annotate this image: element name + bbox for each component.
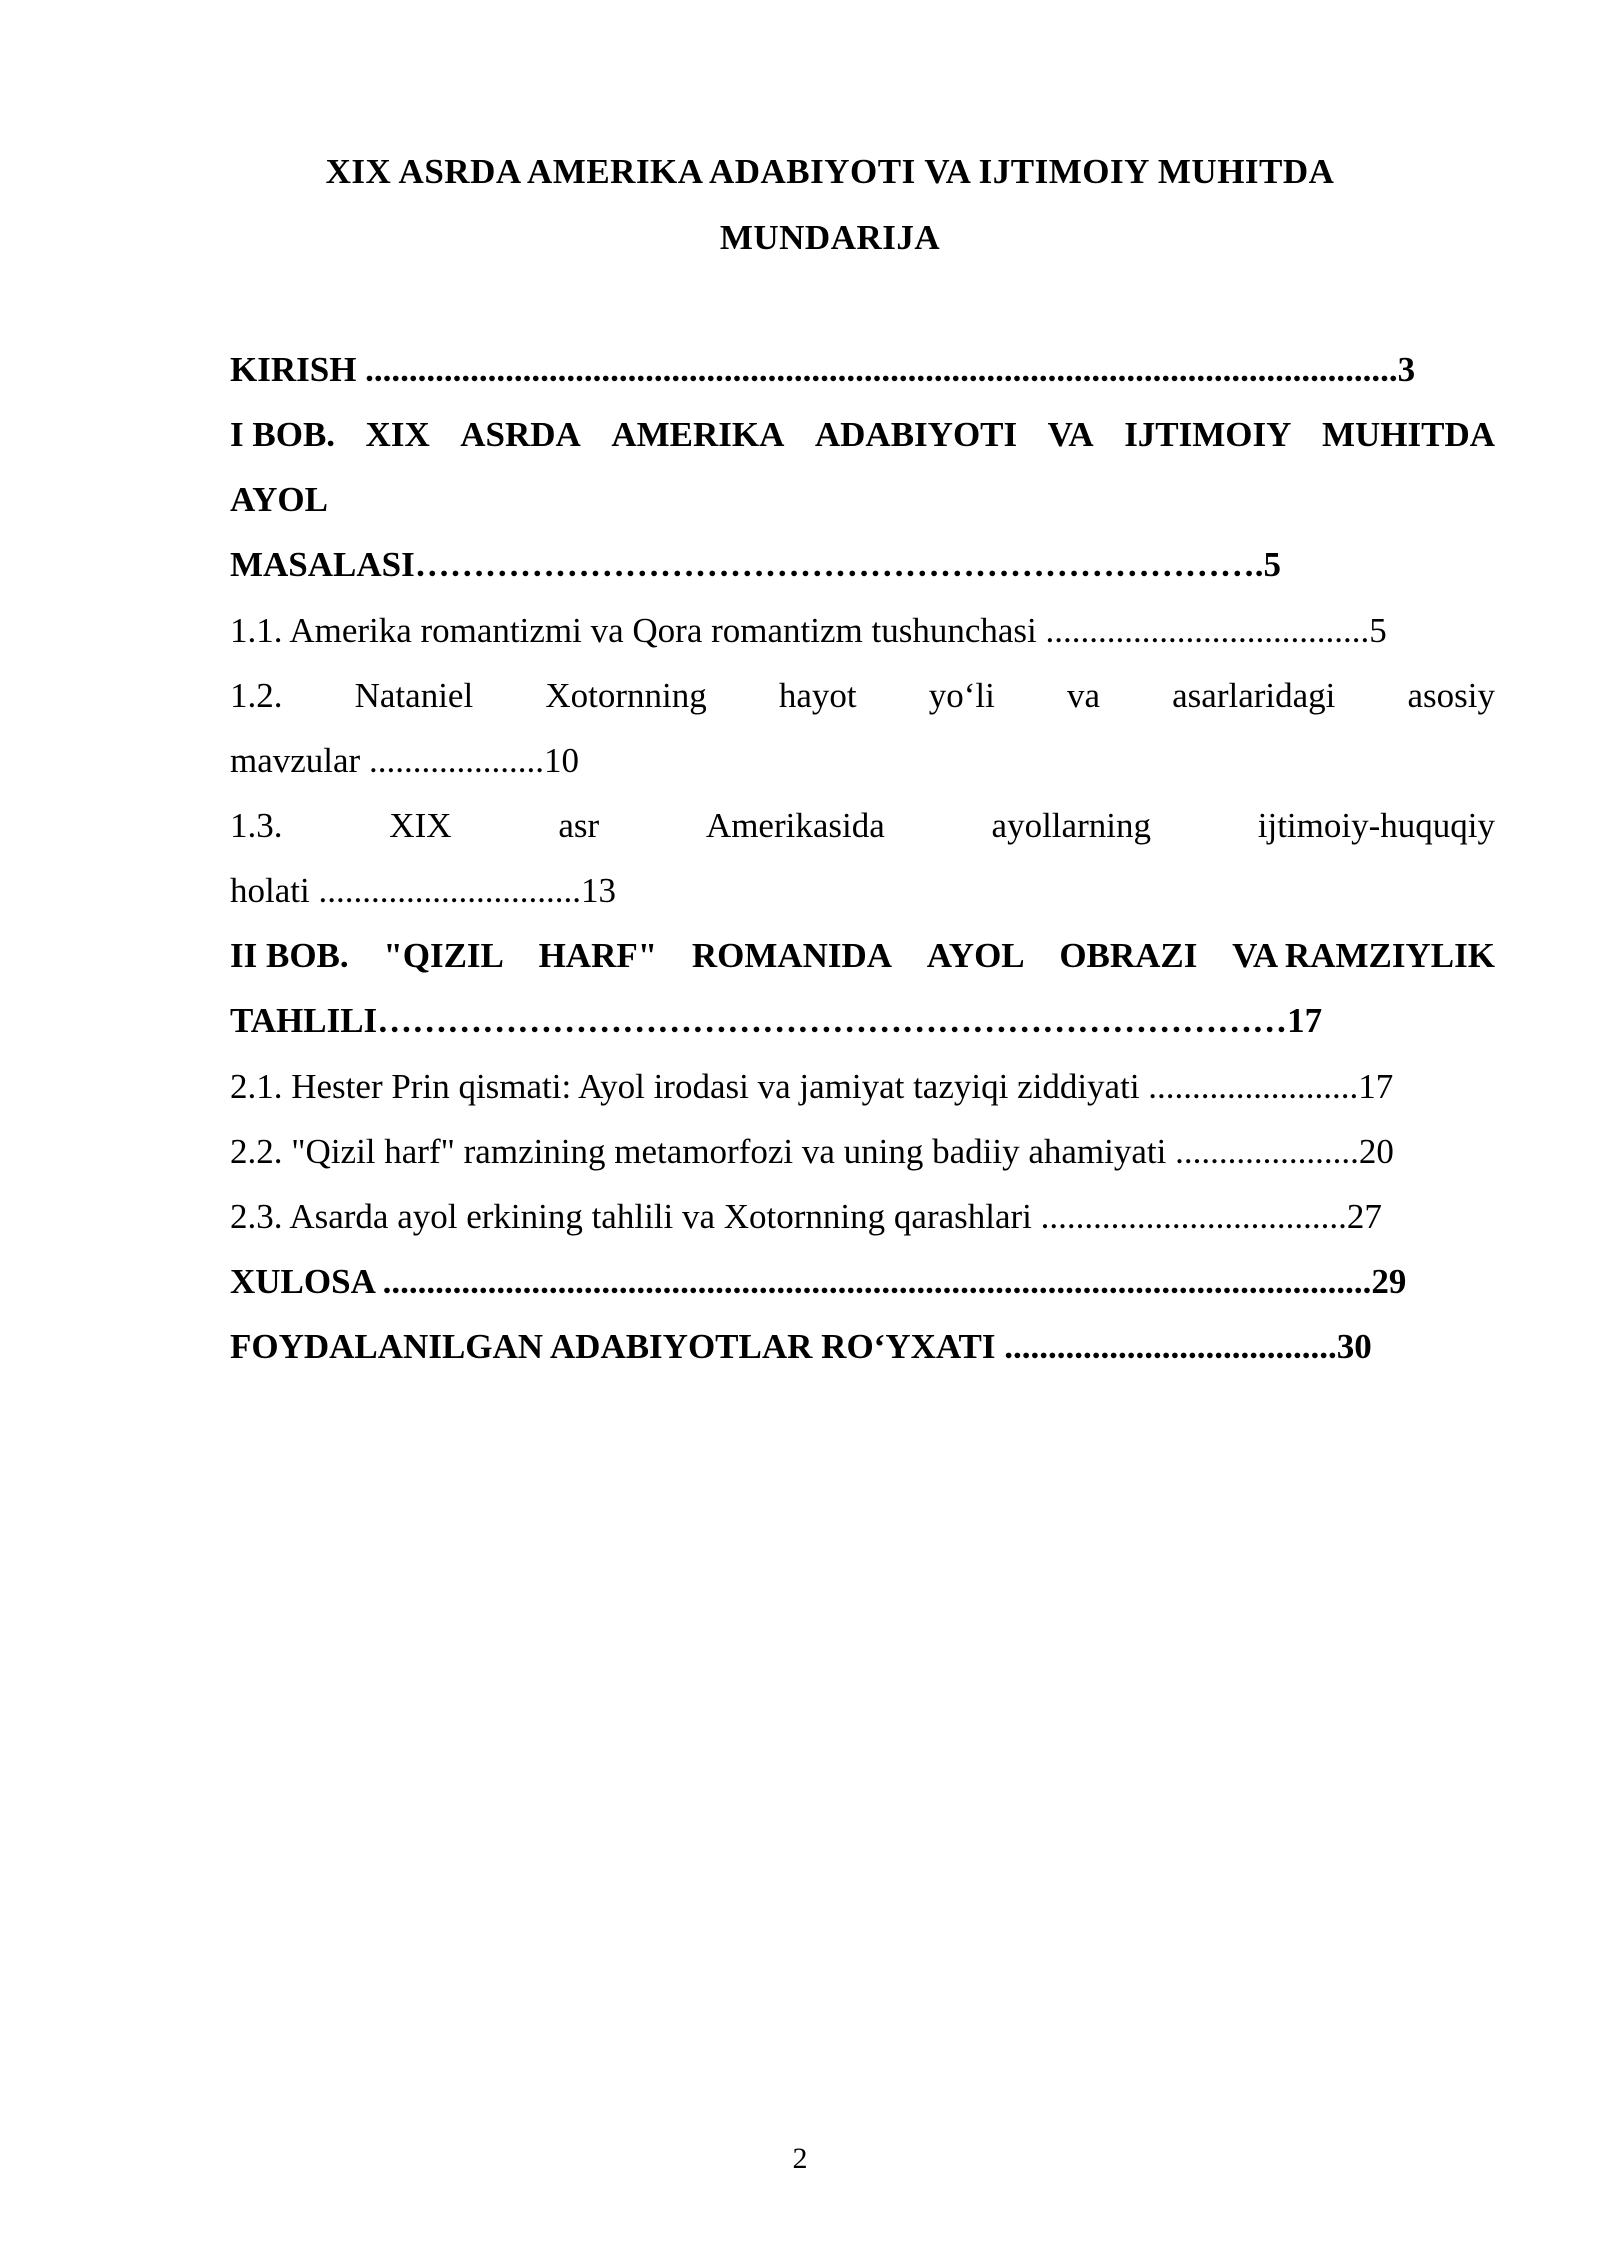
bob2-word: AYOL [926, 936, 1025, 975]
bob1-word: ASRDA [460, 415, 581, 454]
bob2-word: HARF" [538, 936, 658, 975]
toc-entry-1-1: 1.1. Amerika romantizmi va Qora romantizm tushunchasi .....................................5 [230, 611, 1387, 650]
s12-word: asarlaridagi [1172, 676, 1336, 715]
bob2-word: ROMANIDA [691, 936, 893, 975]
s13-word: ayollarning [991, 806, 1151, 845]
s13-word: asr [558, 806, 600, 845]
bob2-word: II BOB. [230, 936, 349, 975]
s12-word: va [1066, 676, 1100, 715]
toc-entry-bob1 [230, 413, 1495, 457]
bob1-word: IJTIMOIY [1124, 415, 1292, 454]
toc-entry-xulosa: XULOSA .................................................................................................................29 [230, 1262, 1407, 1301]
toc-entry-bob2-line2: TAHLILI……………………………………………………………………17 [230, 1001, 1323, 1040]
bob1-word: AMERIKA [611, 415, 785, 454]
bob2-word: "QIZIL [383, 936, 504, 975]
toc-title: MUNDARIJA [719, 218, 941, 257]
s13-word: Amerikasida [705, 806, 885, 845]
toc-entry-2-3: 2.3. Asarda ayol erkining tahlili va Xotornning qarashlari ...................................27 [230, 1197, 1382, 1236]
bob1-word: VA [1047, 415, 1094, 454]
bob2-word: VA RAMZIYLIK [1232, 936, 1495, 975]
toc-entry-2-1: 2.1. Hester Prin qismati: Ayol irodasi va jamiyat tazyiqi ziddiyati ........................17 [230, 1067, 1394, 1106]
toc-entry-1-2 [230, 674, 1495, 718]
bob1-word: XIX [365, 415, 430, 454]
toc-entry-1-2-line2: mavzular ....................10 [230, 741, 579, 780]
toc-entry-kirish: KIRISH ......................................................................................................................3 [230, 350, 1416, 389]
toc-entry-1-3 [230, 804, 1495, 848]
s12-word: 1.2. [230, 676, 283, 715]
s12-word: asosiy [1407, 676, 1495, 715]
bob1-word: MUHITDA [1321, 415, 1495, 454]
toc-entry-bob1-line3: MASALASI……………………………………………………………….5 [230, 545, 1282, 584]
toc-entry-foydalanilgan: FOYDALANILGAN ADABIYOTLAR RO‘YXATI ......................................30 [230, 1327, 1372, 1366]
s12-word: Xotornning [545, 676, 707, 715]
page-number: 2 [792, 2142, 808, 2175]
s13-word: ijtimoiy-huquqiy [1257, 806, 1495, 845]
s13-word: 1.3. [230, 806, 283, 845]
s12-word: hayot [778, 676, 857, 715]
toc-entry-bob2 [230, 934, 1495, 978]
bob1-word: I BOB. [230, 415, 336, 454]
toc-entry-bob1-line2: AYOL [230, 480, 328, 519]
s13-word: XIX [389, 806, 452, 845]
bob2-word: OBRAZI [1059, 936, 1198, 975]
toc-entry-2-2: 2.2. "Qizil harf" ramzining metamorfozi va uning badiiy ahamiyati .....................20 [230, 1132, 1394, 1171]
s12-word: Nataniel [354, 676, 474, 715]
document-header: XIX ASRDA AMERIKA ADABIYOTI VA IJTIMOIY MUHITDA [325, 152, 1335, 191]
s12-word: yo‘li [928, 676, 995, 715]
toc-entry-1-3-line2: holati ..............................13 [230, 871, 616, 910]
bob1-word: ADABIYOTI [814, 415, 1018, 454]
